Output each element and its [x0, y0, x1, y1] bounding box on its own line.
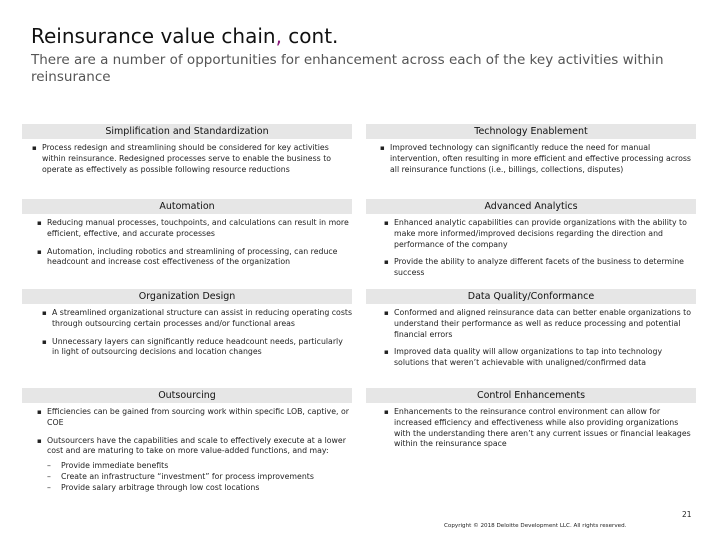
bullet-item: [390, 143, 696, 175]
section-control-enhancements: [366, 388, 696, 457]
page-subtitle: There are a number of opportunities for enhancement across each of the key activities within reinsurance: [31, 52, 664, 85]
bullet-item: [394, 347, 696, 369]
copyright-notice: Copyright © 2018 Deloitte Development LLC. All rights reserved.: [444, 523, 627, 529]
bullet-item: [47, 218, 352, 240]
bullet-list: [394, 407, 696, 450]
bullet-text: Automation, including robotics and streamlining of processing, can reduce headcount and increase cost effectiveness of the organization: [47, 246, 338, 267]
bullet-text: Enhanced analytic capabilities can provide organizations with the ability to make more informed/improved decisions regarding the direction and performance of the company: [394, 218, 687, 249]
bullet-list: [52, 308, 352, 358]
section-organization-design: [22, 289, 352, 365]
section-outsourcing: [22, 388, 352, 501]
title-accent: ,: [275, 24, 282, 48]
bullet-text: Enhancements to the reinsurance control environment can allow for increased efficiency and effectiveness while also providing organizations with the understanding there aren’t any current issues or financial leakages within the reinsurance space: [394, 407, 691, 449]
bullet-item: [52, 337, 352, 359]
bullet-item: [42, 143, 352, 175]
bullet-text: Reducing manual processes, touchpoints, and calculations can result in more efficient, effective, and accurate processes: [47, 218, 349, 238]
bullet-text: Provide the ability to analyze different facets of the business to determine success: [394, 257, 684, 278]
bullet-item: [394, 308, 696, 340]
section-advanced-analytics: [366, 199, 696, 286]
bullet-text: Improved data quality will allow organizations to tap into technology solutions that weren’t achievable with unaligned/confirmed data: [394, 347, 663, 368]
title-main: Reinsurance value chain: [31, 24, 276, 48]
section-header: Technology Enablement: [366, 124, 696, 139]
section-header: Advanced Analytics: [366, 199, 696, 214]
section-header: Automation: [22, 199, 352, 214]
page-title: [31, 24, 338, 48]
bullet-list: [390, 143, 696, 175]
bullet-item: [52, 308, 352, 330]
bullet-list: [47, 218, 352, 268]
title-tail: cont.: [281, 24, 339, 48]
bullet-item: [47, 407, 352, 429]
section-header: Control Enhancements: [366, 388, 696, 403]
bullet-text: Efficiencies can be gained from sourcing work within specific LOB, captive, or COE: [47, 407, 349, 427]
bullet-item: [47, 436, 352, 494]
bullet-item: [394, 257, 696, 279]
bullet-list: [42, 143, 352, 175]
section-header: Simplification and Standardization: [22, 124, 352, 139]
sub-bullet-item: – Provide salary arbitrage through low cost locations: [47, 483, 352, 494]
bullet-item: [394, 218, 696, 250]
section-header: Data Quality/Conformance: [366, 289, 696, 304]
section-automation: [22, 199, 352, 275]
section-data-quality-conformance: [366, 289, 696, 376]
bullet-text: Outsourcers have the capabilities and scale to effectively execute at a lower cost and are maturing to take on more value-added functions, and may:: [47, 435, 346, 456]
bullet-list: [394, 218, 696, 279]
sub-bullet-item: – Create an infrastructure “investment” for process improvements: [47, 472, 352, 483]
bullet-text: Process redesign and streamlining should be considered for key activities within reinsurance. Redesigned processes serve to enable the business to operate as effectively as possible following resource reductions: [42, 143, 332, 174]
section-header: Outsourcing: [22, 388, 352, 403]
bullet-text: Conformed and aligned reinsurance data can better enable organizations to understand their performance as well as reduce processing and potential financial errors: [394, 308, 691, 339]
section-technology-enablement: [366, 124, 696, 182]
bullet-list: [47, 407, 352, 494]
section-header: Organization Design: [22, 289, 352, 304]
sub-bullet-list: [47, 461, 352, 493]
bullet-text: Improved technology can significantly reduce the need for manual intervention, often resulting in more efficient and effective processing across all reinsurance functions (i.e., billings, collections, disputes): [390, 143, 691, 174]
bullet-list: [394, 308, 696, 369]
sub-bullet-item: – Provide immediate benefits: [47, 461, 352, 472]
section-simplification-and-standardization: [22, 124, 352, 182]
bullet-item: [47, 247, 352, 269]
bullet-text: A streamlined organizational structure can assist in reducing operating costs through outsourcing certain processes and/or functional areas: [52, 308, 353, 328]
page-number: 21: [682, 510, 692, 519]
bullet-item: [394, 407, 696, 450]
bullet-text: Unnecessary layers can significantly reduce headcount needs, particularly in light of outsourcing decisions and location changes: [52, 336, 343, 357]
